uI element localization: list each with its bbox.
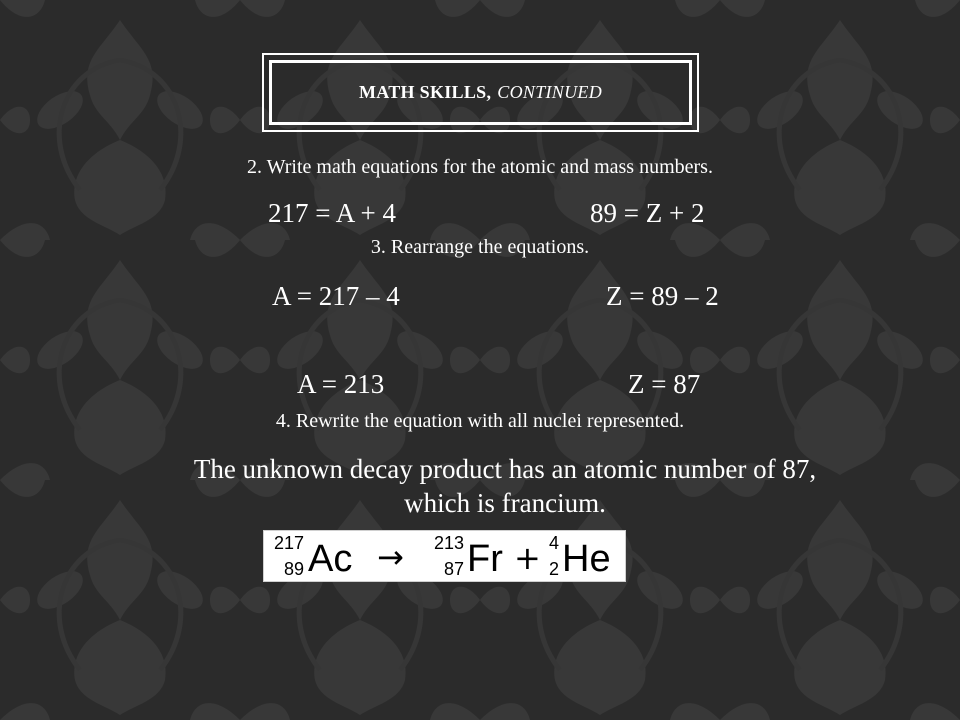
product2-mass-number: 4 xyxy=(548,533,559,553)
rearranged-atomic-equation: Z = 89 – 2 xyxy=(606,281,719,311)
nuclear-equation-box xyxy=(263,530,626,582)
title-bold-text: MATH SKILLS, xyxy=(358,82,492,102)
product1-symbol: Fr xyxy=(467,538,503,580)
step-2-text: 2. Write math equations for the atomic and mass numbers. xyxy=(247,156,713,178)
result-mass-number: A = 213 xyxy=(297,369,385,399)
step-3-text: 3. Rearrange the equations. xyxy=(370,236,590,258)
conclusion-text xyxy=(130,452,880,520)
title-frame xyxy=(262,53,699,132)
equation-mass-number: 217 = A + 4 xyxy=(268,198,396,228)
product2-symbol: He xyxy=(562,538,611,580)
title-italic-text: CONTINUED xyxy=(497,82,603,102)
step-4-text: 4. Rewrite the equation with all nuclei represented. xyxy=(275,410,685,432)
plus-sign: + xyxy=(514,539,541,577)
reactant-atomic-number: 89 xyxy=(283,559,304,579)
rearranged-mass-equation: A = 217 – 4 xyxy=(272,281,400,311)
conclusion-line-1: The unknown decay product has an atomic number of 87, xyxy=(193,454,817,484)
reaction-arrow-icon: → xyxy=(377,538,404,576)
product1-mass-number: 213 xyxy=(433,533,464,553)
equation-atomic-number: 89 = Z + 2 xyxy=(590,198,705,228)
product1-atomic-number: 87 xyxy=(443,559,464,579)
reactant-symbol: Ac xyxy=(308,538,353,580)
conclusion-line-2: which is francium. xyxy=(404,488,606,518)
product2-atomic-number: 2 xyxy=(548,559,559,579)
slide-title xyxy=(269,60,692,125)
result-atomic-number: Z = 87 xyxy=(628,369,701,399)
reactant-mass-number: 217 xyxy=(273,533,304,553)
